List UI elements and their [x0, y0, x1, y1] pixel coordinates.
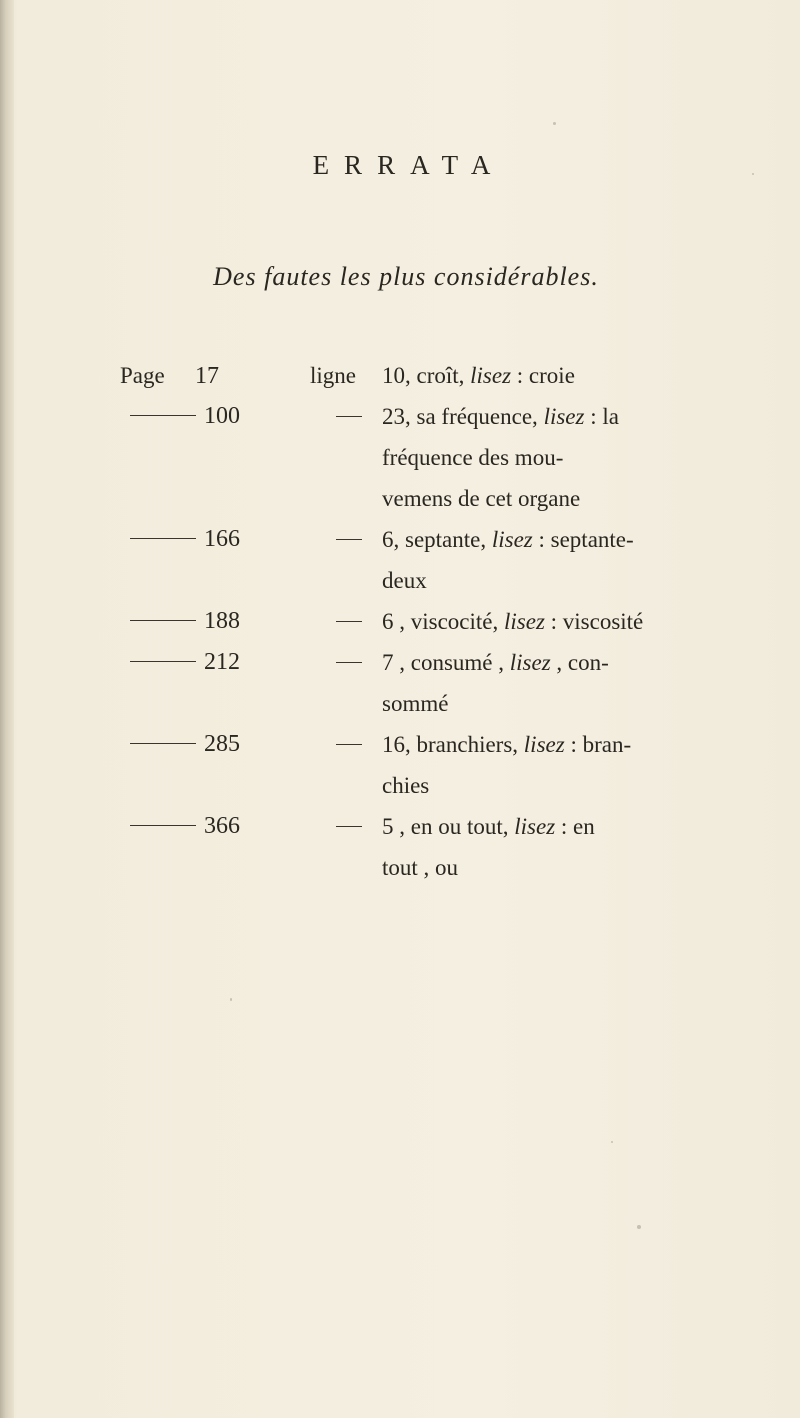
paper-speck: [637, 1225, 641, 1229]
errata-correction: [382, 519, 740, 601]
ditto-emdash: [336, 621, 362, 622]
lisez-word: lisez: [514, 814, 556, 839]
errata-row: [120, 642, 740, 724]
errata-table: [120, 355, 740, 888]
errata-ligne-cell: [330, 642, 382, 683]
lisez-word: lisez: [470, 363, 512, 388]
paper-speck: [752, 173, 754, 175]
correction-fixed: : croie: [511, 363, 575, 388]
errata-correction: [382, 642, 740, 724]
errata-row: [120, 806, 740, 888]
page-subtitle: Des fautes les plus considérables.: [213, 262, 599, 291]
correction-line: chies: [382, 773, 430, 798]
errata-ligne-cell: [330, 806, 382, 847]
correction-original: 5 , en ou tout,: [382, 814, 515, 839]
errata-page-cell: [120, 396, 330, 437]
errata-page-number: 285: [204, 731, 240, 757]
correction-original: 23, sa fréquence,: [382, 404, 544, 429]
correction-line: tout , ou: [382, 855, 459, 880]
errata-page-number: 100: [204, 403, 240, 429]
errata-page-cell: [120, 601, 330, 642]
lisez-word: lisez: [523, 732, 565, 757]
ditto-dash: [130, 825, 196, 826]
errata-page-cell: [120, 519, 330, 560]
ditto-dash: [130, 743, 196, 744]
correction-line: [382, 806, 740, 847]
ditto-dash: [130, 661, 196, 662]
page-column-label: Page: [120, 363, 165, 388]
ditto-emdash: [336, 416, 362, 417]
correction-line: vemens de cet organe: [382, 486, 581, 511]
ditto-dash: [130, 415, 196, 416]
errata-ligne-cell: [330, 724, 382, 765]
book-binding-edge: [0, 0, 14, 1418]
correction-line: [382, 724, 740, 765]
paper-speck: [553, 122, 556, 125]
correction-line: [382, 355, 740, 396]
lisez-word: lisez: [509, 650, 551, 675]
errata-row: [120, 396, 740, 519]
paper-speck: [611, 1141, 613, 1143]
errata-page-number: 212: [204, 649, 240, 675]
correction-original: 6, septante,: [382, 527, 492, 552]
errata-row: [120, 355, 740, 396]
ligne-column-label: ligne: [310, 363, 356, 388]
correction-line: [382, 396, 740, 437]
ditto-emdash: [336, 539, 362, 540]
errata-page-cell: [120, 724, 330, 765]
errata-page-number: 188: [204, 608, 240, 634]
errata-row: [120, 519, 740, 601]
correction-fixed: , con-: [550, 650, 609, 675]
ditto-emdash: [336, 662, 362, 663]
errata-row: [120, 724, 740, 806]
correction-line: sommé: [382, 691, 449, 716]
errata-correction: [382, 396, 740, 519]
errata-page-cell: [120, 642, 330, 683]
correction-fixed: : septante-: [532, 527, 634, 552]
errata-page-number: 366: [204, 813, 240, 839]
correction-fixed: : bran-: [564, 732, 632, 757]
correction-line: [382, 642, 740, 683]
correction-fixed: : viscosité: [544, 609, 644, 634]
errata-correction: [382, 806, 740, 888]
ditto-dash: [130, 538, 196, 539]
correction-fixed: : la: [584, 404, 619, 429]
errata-ligne-cell: [330, 601, 382, 642]
errata-ligne-cell: [310, 355, 382, 396]
correction-line: fréquence des mou-: [382, 445, 564, 470]
lisez-word: lisez: [504, 609, 545, 634]
ditto-dash: [130, 620, 196, 621]
correction-original: 16, branchiers,: [382, 732, 524, 757]
errata-ligne-cell: [330, 396, 382, 437]
correction-line: [382, 601, 740, 642]
errata-page-number: 17: [195, 363, 219, 389]
paper-speck: [230, 998, 232, 1001]
ditto-emdash: [336, 744, 362, 745]
errata-row: [120, 601, 740, 642]
correction-line: [382, 519, 740, 560]
lisez-word: lisez: [491, 527, 533, 552]
errata-page-number: 166: [204, 526, 240, 552]
errata-page-cell: [120, 806, 330, 847]
errata-page-cell: [120, 355, 330, 396]
page-title: ERRATA: [312, 150, 506, 180]
errata-ligne-cell: [330, 519, 382, 560]
errata-correction: [382, 724, 740, 806]
correction-original: 10, croît,: [382, 363, 471, 388]
ditto-emdash: [336, 826, 362, 827]
errata-correction: [382, 355, 740, 396]
correction-original: 7 , consumé ,: [382, 650, 510, 675]
correction-fixed: : en: [555, 814, 595, 839]
lisez-word: lisez: [543, 404, 585, 429]
correction-line: deux: [382, 568, 427, 593]
errata-correction: [382, 601, 740, 642]
correction-original: 6 , viscocité,: [382, 609, 504, 634]
